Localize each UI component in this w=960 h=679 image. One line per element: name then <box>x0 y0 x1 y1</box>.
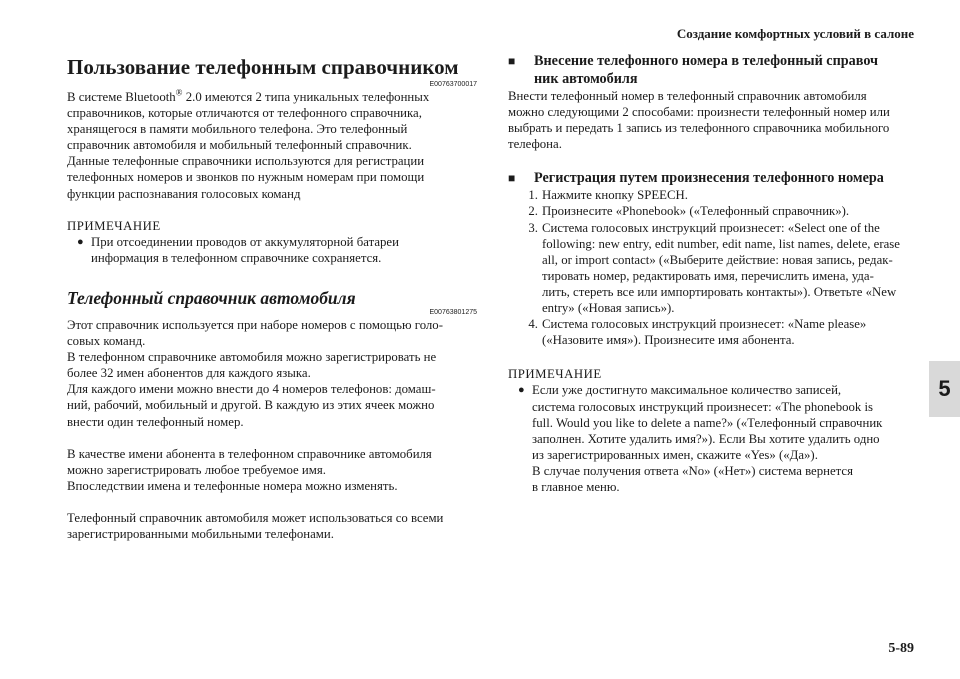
running-header: Создание комфортных условий в салоне <box>676 26 914 41</box>
paragraph <box>67 446 477 494</box>
text-line: Система голосовых инструкций произнесет: «Name please» <box>542 317 867 332</box>
text-line: совых команд. <box>67 334 146 349</box>
text-line: Данные телефонные справочники используются для регистрации <box>67 154 425 169</box>
text-line: информация в телефонном справочнике сохраняется. <box>91 250 382 265</box>
text-line: Нажмите кнопку SPEECH. <box>542 188 688 203</box>
text-line: хранящегося в памяти мобильного телефона. Это телефонный <box>67 122 408 137</box>
section-title: Пользование телефонным справочником <box>67 55 459 79</box>
step-number: 4. <box>528 317 538 332</box>
note-item <box>508 382 912 495</box>
text-line: В телефонном справочнике автомобиля можно зарегистрировать не <box>67 350 437 365</box>
step-item <box>508 187 912 203</box>
page-number: 5-89 <box>888 641 914 656</box>
text-line: телефона. <box>508 137 562 152</box>
text-line: зарегистрированными мобильными телефонами. <box>67 526 334 541</box>
note-label: ПРИМЕЧАНИЕ <box>67 218 161 233</box>
right-column <box>508 52 912 495</box>
paragraph <box>508 88 912 152</box>
step-text <box>542 220 900 317</box>
text-line: из зарегистрированных имен, скажите «Yes» («Да»). <box>532 447 818 462</box>
text-line: В качестве имени абонента в телефонном справочнике автомобиля <box>67 446 432 461</box>
note-item <box>67 234 477 266</box>
text-line: справочников, которые отличаются от телефонного справочника, <box>67 106 422 121</box>
step-number: 3. <box>528 220 538 235</box>
text-line: тировать номер, редактировать имя, перечислить имена, уда- <box>542 268 874 283</box>
text-line: При отсоединении проводов от аккумуляторной батареи <box>91 234 399 249</box>
text-line: full. Would you like to delete a name?» («Телефонный справочник <box>532 415 883 430</box>
text-line: более 32 имен абонентов для каждого языка. <box>67 366 311 381</box>
step-text <box>542 203 849 219</box>
text-line: all, or import contact» («Выберите действие: новая запись, редак- <box>542 252 893 267</box>
text-line: функции распознавания голосовых команд <box>67 186 301 201</box>
steps-list <box>508 187 912 348</box>
step-item <box>508 220 912 317</box>
square-bullet-icon: ■ <box>508 54 516 68</box>
step-item <box>508 316 912 348</box>
text-line: entry» («Новая запись»). <box>542 301 675 316</box>
section-heading <box>508 52 912 88</box>
bullet-icon: ● <box>77 235 84 248</box>
step-text <box>542 187 688 203</box>
note-label: ПРИМЕЧАНИЕ <box>508 367 602 382</box>
text-line: лить, стереть все или импортировать контакты»). Ответьте «New <box>542 284 897 299</box>
subsection-title: Телефонный справочник автомобиля <box>67 287 356 308</box>
left-column <box>67 53 477 542</box>
text-line: following: new entry, edit number, edit name, list names, delete, erase <box>542 236 900 251</box>
heading-line: Внесение телефонного номера в телефонный справоч <box>534 53 879 69</box>
text-line: Произнесите «Phonebook» («Телефонный справочник»). <box>542 204 850 219</box>
intro-paragraph <box>67 89 477 202</box>
step-number: 1. <box>528 188 538 203</box>
text-line: В случае получения ответа «No» («Нет») система вернется <box>532 463 853 478</box>
text-line: заполнен. Хотите удалить имя?»). Если Вы хотите удалить одно <box>532 431 880 446</box>
text-line: Для каждого имени можно внести до 4 номеров телефонов: домаш- <box>67 382 436 397</box>
square-bullet-icon: ■ <box>508 171 516 186</box>
text-line: Система голосовых инструкций произнесет: «Select one of the <box>542 220 880 235</box>
text-line: Этот справочник используется при наборе номеров с помощью голо- <box>67 317 443 332</box>
text-line: система голосовых инструкций произнесет: «The phonebook is <box>532 399 874 414</box>
text-line: можно следующими 2 способами: произнести телефонный номер или <box>508 105 890 120</box>
paragraph <box>67 510 477 542</box>
text-line: Внести телефонный номер в телефонный справочник автомобиля <box>508 89 867 103</box>
section-heading <box>508 169 912 187</box>
text-line: Если уже достигнуто максимальное количество записей, <box>532 383 842 398</box>
note-text <box>91 234 399 266</box>
text-line: Телефонный справочник автомобиля может использоваться со всеми <box>67 510 444 525</box>
subsection-code: E00763801275 <box>429 308 477 316</box>
text-line: Впоследствии имена и телефонные номера можно изменять. <box>67 478 398 493</box>
step-item <box>508 203 912 219</box>
note-text <box>532 382 882 495</box>
text-line: внести один телефонный номер. <box>67 414 244 429</box>
text-line: справочник автомобиля и мобильный телефонный справочник. <box>67 138 412 153</box>
chapter-tab <box>929 361 960 417</box>
text-line: В системе Bluetooth® 2.0 имеются 2 типа уникальных телефонных <box>67 87 430 104</box>
section-code: E00763700017 <box>429 81 477 88</box>
heading-line: ник автомобиля <box>534 71 638 87</box>
bullet-icon: ● <box>518 384 525 397</box>
text-line: выбрать и передать 1 запись из телефонного справочника мобильного <box>508 121 890 136</box>
heading-line: Регистрация путем произнесения телефонного номера <box>534 170 884 187</box>
chapter-number: 5 <box>938 376 951 401</box>
text-line: в главное меню. <box>532 479 620 494</box>
paragraph <box>67 317 477 430</box>
text-line: ний, рабочий, мобильный и другой. В каждую из этих ячеек можно <box>67 398 435 413</box>
text-line: телефонных номеров и звонков по нужным номерам при помощи <box>67 170 425 185</box>
text-line: («Назовите имя»). Произнесите имя абонента. <box>542 333 795 348</box>
text-line: можно зарегистрировать любое требуемое имя. <box>67 462 326 477</box>
step-number: 2. <box>528 204 538 219</box>
step-text <box>542 316 866 348</box>
